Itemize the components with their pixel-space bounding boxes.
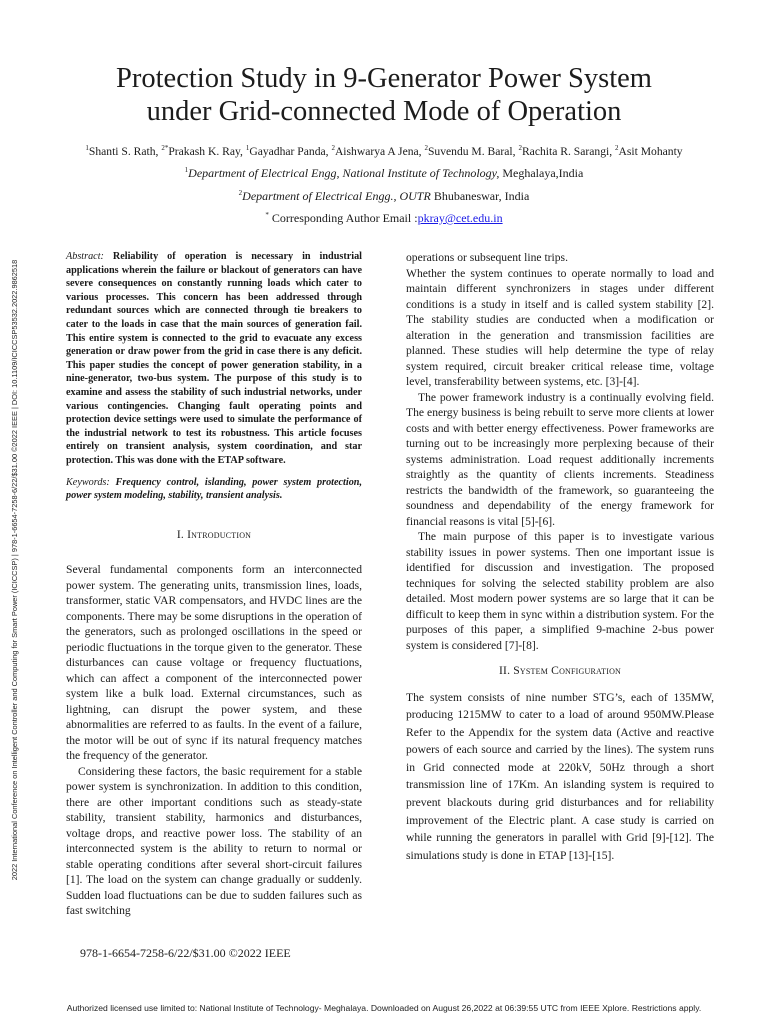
- affiliation-1: [40, 165, 728, 181]
- author-sup: 2: [518, 144, 522, 153]
- keywords-label: Keywords:: [66, 476, 110, 488]
- section-numeral: I.: [176, 527, 188, 541]
- title-line-2: under Grid-connected Mode of Operation: [146, 96, 622, 127]
- sidebar-text: 2022 International Conference on Intelligent Controller and Computing for Smart Power (ICICCSP) | 978-1-6654-7258-6/22/$31.00 ©2022 IEEE | DOI: 10.1109/ICICCSP53532.2022.9862518: [10, 259, 19, 881]
- affiliation-dept: Department of Electrical Engg, National Institute of Technology,: [188, 166, 500, 180]
- paragraph: The power framework industry is a continually evolving field. The energy business is being rebuilt to serve more clients at lower costs and with better energy effectiveness. Power frameworks are turning out to be increasingly more perplexing because of their systems administration. Load request additionally increments straightly as the quantity of clients increments. Steadiness restricts the bandwidth of the framework, so guaranteeing the soundness and dependability of the energy framework for financial reasons is vital [5]-[6].: [406, 390, 714, 528]
- author-sup: 1: [245, 144, 250, 153]
- paper-title: [60, 62, 708, 128]
- keywords-text: Frequency control, islanding, power system protection, power system modeling, stability, transient analysis.: [66, 476, 362, 502]
- affiliation-2: [40, 188, 728, 204]
- email-link[interactable]: pkray@cet.edu.in: [417, 211, 503, 225]
- license-footer: Authorized licensed use limited to: National Institute of Technology- Meghalaya. Downloaded on August 26,2022 at 06:39:55 UTC from IEEE Xplore. Restrictions apply.: [66, 1003, 702, 1013]
- email-label: Corresponding Author Email :: [268, 211, 418, 225]
- section-title: Introduction: [187, 527, 252, 541]
- author-name: Shanti S. Rath,: [88, 145, 162, 158]
- author-name: Rachita R. Sarangi,: [521, 145, 616, 158]
- author-list: [40, 144, 728, 160]
- email-sup: *: [265, 211, 269, 219]
- affiliation-location: Meghalaya,India: [499, 166, 584, 180]
- corresponding-email-line: [40, 210, 728, 226]
- author-sup: 2*: [161, 144, 169, 153]
- author-name: Suvendu M. Baral,: [427, 145, 519, 158]
- affiliation-sup: 2: [238, 189, 243, 197]
- section-heading-system-configuration: [406, 663, 714, 679]
- section-title: System Configuration: [513, 664, 622, 677]
- abstract-label: Abstract:: [66, 251, 104, 262]
- keywords: [66, 476, 362, 503]
- author-name: Asit Mohanty: [618, 145, 683, 158]
- affiliation-location: Bhubaneswar, India: [430, 189, 530, 203]
- title-line-1: Protection Study in 9-Generator Power System: [116, 63, 652, 94]
- section-heading-introduction: [66, 527, 362, 543]
- paragraph: Considering these factors, the basic requirement for a stable power system is synchronization. In addition to this condition, there are other important conditions such as steady-state stability, transient stability, harmonics and disturbances, voltage drops, and reactive power loss. The stability of an interconnected system is the ability to return to normal or stable operating conditions after several short-circuit failures [1]. The load on the system can change gradually or suddenly. Sudden load fluctuations can be due to sudden failures such as fast switching: [66, 764, 362, 918]
- author-name: Prakash K. Ray,: [168, 145, 246, 158]
- paragraph: The main purpose of this paper is to investigate various stability issues in power systems. Then one important issue is identified for discussion and investigation. The proposed techniques for solving the selected stability problem are also detailed. Most modern power systems are so large that it can be difficult to keep them in sync within a distribution system. For the purposes of this paper, a simplified 9-machine 2-bus power system is considered [7]-[8].: [406, 530, 714, 652]
- author-name: Gayadhar Panda,: [249, 145, 332, 158]
- left-column: [66, 250, 362, 919]
- abstract: [66, 250, 362, 468]
- author-sup: 2: [331, 144, 335, 153]
- affiliation-sup: 1: [184, 166, 189, 174]
- paragraph: Several fundamental components form an interconnected power system. The generating units, transmission lines, loads, transformer, static VAR compensators, and HVDC lines are the components. There may be some disruptions in the operation of the generators, such as prolonged oscillations in the speed or periodic fluctuations in the torque given to the generator. These disturbances can cause voltage or frequency fluctuations, which can affect a component of the interconnected power system like a bulk load. External circumstances, such as lightning, can disrupt the power system, and these abnormalities are referred to as faults. In the event of a failure, the motor will be out of sync if its natural frequency matches the frequency of the generator.: [66, 563, 362, 763]
- affiliation-dept: Department of Electrical Engg., OUTR: [242, 189, 431, 203]
- abstract-text: Reliability of operation is necessary in industrial applications wherein the failure or blackout of generators can have severe consequences on constantly running loads which cater to various processes. This concern has been addressed through redundant sources which are connected through tie breakers to cater to the loads in case that the main sources of generation fail. This entire system is connected to the grid to evacuate any excess generation or draw power from the grid in case there is any deficit. This paper studies the concept of power generation stability, in a nine-generator, two-bus system. The purpose of this study is to examine and assess the stability of such industrial networks, under various contingencies. Changing fault operating points and protection device settings were used to simulate the performance of the industrial network to test its robustness. This article focuses entirely on transient analysis, system coordination, and star protection. This was done with the ETAP software.: [66, 251, 362, 466]
- paragraph: The system consists of nine number STG’s, each of 135MW, producing 1215MW to cater to a load of around 950MW.Please Refer to the Appendix for the system data (Active and reactive powers of each source and carried by the lines). The system runs in Grid connected mode at 220kV, 50Hz through a short transmission line of 17Km. An islanding system is required to prevent blackouts during grid disturbances and for reliability improvement of the Electric plant. A case study is carried on while running the generators in parallel with Grid [9]-[12]. The simulations study is done in ETAP [13]-[15].: [406, 690, 714, 862]
- author-name: Aishwarya A Jena,: [334, 145, 425, 158]
- author-sup: 2: [615, 144, 619, 153]
- section-numeral: II.: [498, 664, 514, 677]
- right-column: [406, 250, 714, 864]
- paragraph: Whether the system continues to operate normally to load and maintain different synchronizers in stages under different conditions is a study in itself and is called system stability [2]. The stability studies are conducted when a modification or alteration in the generation and transmission facilities are planned. These studies will help determine the type of relay system required, circuit breaker critical release time, voltage level, transferability between systems, etc. [3]-[4].: [406, 266, 714, 388]
- author-sup: 1: [85, 144, 89, 153]
- vertical-sidebar: [8, 160, 22, 980]
- paragraph: operations or subsequent line trips.: [406, 251, 568, 264]
- author-sup: 2: [424, 144, 428, 153]
- copyright-line: 978-1-6654-7258-6/22/$31.00 ©2022 IEEE: [80, 946, 291, 960]
